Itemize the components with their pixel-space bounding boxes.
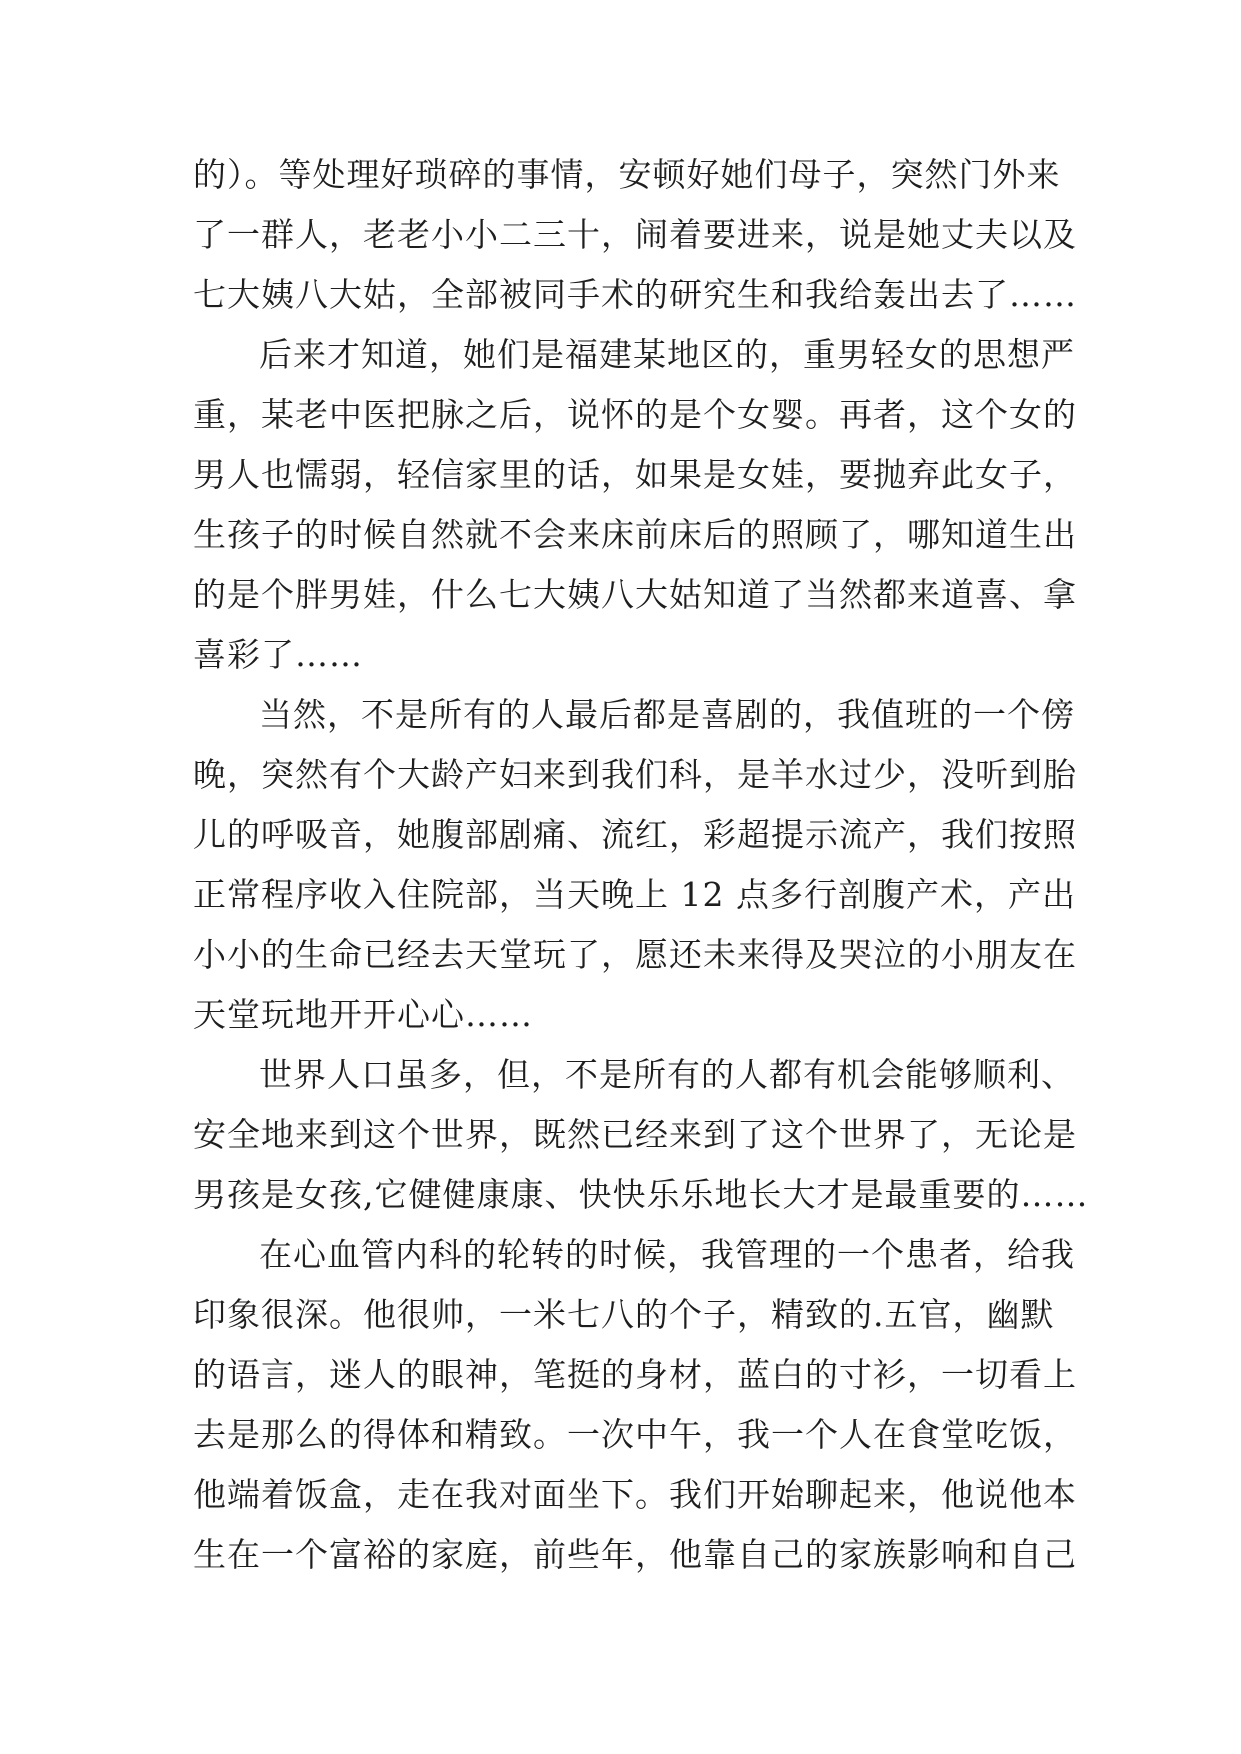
text-line: 重，某老中医把脉之后，说怀的是个女婴。再者，这个女的	[193, 395, 1077, 434]
text-line: 他端着饭盒，走在我对面坐下。我们开始聊起来，他说他本	[193, 1475, 1077, 1514]
text-line: 生在一个富裕的家庭，前些年，他靠自己的家族影响和自己	[193, 1535, 1077, 1574]
text-line: 的语言，迷人的眼神，笔挺的身材，蓝白的寸衫，一切看上	[193, 1355, 1077, 1394]
text-line: 喜彩了……	[193, 635, 363, 674]
paragraph-first-line: 世界人口虽多，但，不是所有的人都有机会能够顺利、	[259, 1055, 1075, 1094]
text-line: 生孩子的时候自然就不会来床前床后的照顾了，哪知道生出	[193, 515, 1077, 554]
text-line: 的）。等处理好琐碎的事情，安顿好她们母子，突然门外来	[193, 155, 1061, 194]
paragraph-first-line: 当然，不是所有的人最后都是喜剧的，我值班的一个傍	[259, 695, 1075, 734]
paragraph-first-line: 后来才知道，她们是福建某地区的，重男轻女的思想严	[259, 335, 1075, 374]
text-line: 正常程序收入住院部，当天晚上 12 点多行剖腹产术，产出	[193, 875, 1076, 914]
text-line: 印象很深。他很帅，一米七八的个子，精致的.五官，幽默	[193, 1295, 1055, 1334]
text-line: 男孩是女孩,它健健康康、快快乐乐地长大才是最重要的……	[193, 1175, 1089, 1214]
text-line: 天堂玩地开开心心……	[193, 995, 533, 1034]
text-line: 晚，突然有个大龄产妇来到我们科，是羊水过少，没听到胎	[193, 755, 1077, 794]
paragraph-first-line: 在心血管内科的轮转的时候，我管理的一个患者，给我	[259, 1235, 1075, 1274]
text-line: 的是个胖男娃，什么七大姨八大姑知道了当然都来道喜、拿	[193, 575, 1077, 614]
text-line: 去是那么的得体和精致。一次中午，我一个人在食堂吃饭，	[193, 1415, 1077, 1454]
text-line: 小小的生命已经去天堂玩了，愿还未来得及哭泣的小朋友在	[193, 935, 1077, 974]
text-line: 男人也懦弱，轻信家里的话，如果是女娃，要抛弃此女子，	[193, 455, 1077, 494]
text-line: 儿的呼吸音，她腹部剧痛、流红，彩超提示流产，我们按照	[193, 815, 1077, 854]
text-line: 安全地来到这个世界，既然已经来到了这个世界了，无论是	[193, 1115, 1077, 1154]
text-line: 七大姨八大姑，全部被同手术的研究生和我给轰出去了……	[193, 275, 1077, 314]
text-line: 了一群人，老老小小二三十，闹着要进来，说是她丈夫以及	[193, 215, 1077, 254]
